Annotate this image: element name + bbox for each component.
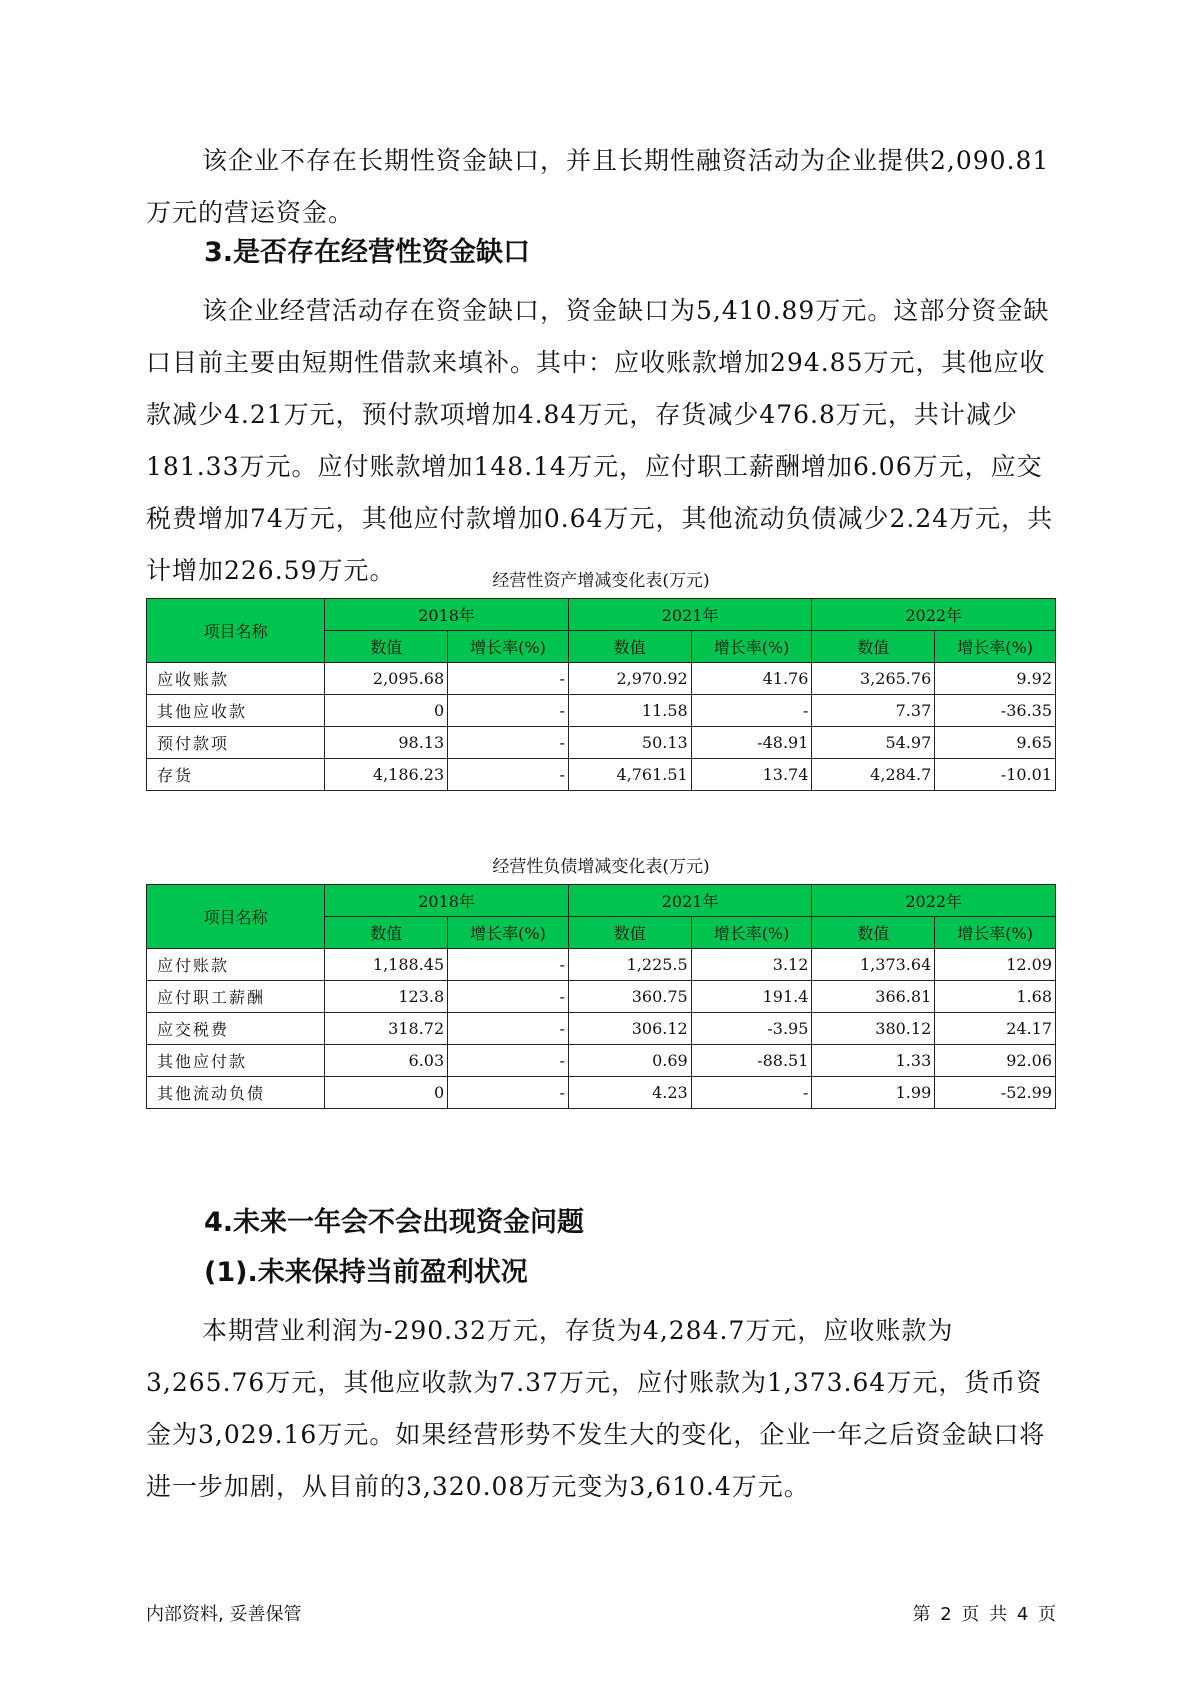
footer-page-number: 第 2 页 共 4 页 bbox=[912, 1604, 1056, 1625]
header-rate: 增长率(%) bbox=[448, 631, 569, 663]
row-name: 应付职工薪酬 bbox=[147, 981, 325, 1013]
paragraph-long-term-funding: 该企业不存在长期性资金缺口，并且长期性融资活动为企业提供2,090.81万元的营运资金。 bbox=[146, 146, 1050, 227]
footer-confidential-note: 内部资料, 妥善保管 bbox=[146, 1604, 302, 1625]
cell-rate: 9.65 bbox=[935, 727, 1056, 759]
table-operating-liabilities bbox=[146, 884, 1056, 1109]
header-value: 数值 bbox=[812, 631, 935, 663]
cell-rate: -88.51 bbox=[691, 1045, 812, 1077]
header-rate: 增长率(%) bbox=[935, 631, 1056, 663]
cell-rate: - bbox=[448, 981, 569, 1013]
paragraph-operating-gap: 该企业经营活动存在资金缺口，资金缺口为5,410.89万元。这部分资金缺口目前主要由短期性借款来填补。其中：应收账款增加294.85万元，其他应收款减少4.21万元，预付款项增加4.84万元，存货减少476.8万元，共计减少181.33万元。应付账款增加148.14万元，应付职工薪酬增加6.06万元，应交税费增加74万元，其他应付款增加0.64万元，其他流动负债减少2.24万元，共计增加226.59万元。 bbox=[146, 296, 1054, 585]
header-item-name: 项目名称 bbox=[147, 885, 325, 949]
cell-rate: - bbox=[691, 1077, 812, 1109]
header-value: 数值 bbox=[568, 917, 691, 949]
table-row bbox=[147, 1013, 1056, 1045]
row-name: 应付账款 bbox=[147, 949, 325, 981]
cell-value: 0.69 bbox=[568, 1045, 691, 1077]
cell-value: 6.03 bbox=[325, 1045, 448, 1077]
cell-rate: -52.99 bbox=[935, 1077, 1056, 1109]
header-rate: 增长率(%) bbox=[691, 631, 812, 663]
header-rate: 增长率(%) bbox=[935, 917, 1056, 949]
table-row bbox=[147, 663, 1056, 695]
header-year: 2022年 bbox=[812, 599, 1056, 631]
cell-rate: 41.76 bbox=[691, 663, 812, 695]
cell-value: 4,186.23 bbox=[325, 759, 448, 791]
cell-value: 1,373.64 bbox=[812, 949, 935, 981]
cell-rate: - bbox=[448, 695, 569, 727]
row-name: 应收账款 bbox=[147, 663, 325, 695]
cell-rate: - bbox=[448, 759, 569, 791]
cell-value: 306.12 bbox=[568, 1013, 691, 1045]
cell-rate: 24.17 bbox=[935, 1013, 1056, 1045]
row-name: 其他应付款 bbox=[147, 1045, 325, 1077]
cell-value: 2,970.92 bbox=[568, 663, 691, 695]
cell-rate: 12.09 bbox=[935, 949, 1056, 981]
cell-value: 366.81 bbox=[812, 981, 935, 1013]
header-rate: 增长率(%) bbox=[691, 917, 812, 949]
cell-rate: 1.68 bbox=[935, 981, 1056, 1013]
table-assets-caption: 经营性资产增减变化表(万元) bbox=[492, 571, 710, 591]
cell-rate: 3.12 bbox=[691, 949, 812, 981]
table-row bbox=[147, 727, 1056, 759]
cell-rate: 92.06 bbox=[935, 1045, 1056, 1077]
cell-value: 0 bbox=[325, 695, 448, 727]
cell-rate: -48.91 bbox=[691, 727, 812, 759]
table-row bbox=[147, 981, 1056, 1013]
row-name: 其他流动负债 bbox=[147, 1077, 325, 1109]
row-name: 预付款项 bbox=[147, 727, 325, 759]
header-year: 2021年 bbox=[568, 599, 812, 631]
header-year: 2021年 bbox=[568, 885, 812, 917]
cell-value: 1,188.45 bbox=[325, 949, 448, 981]
table-operating-assets bbox=[146, 598, 1056, 791]
cell-rate: - bbox=[448, 663, 569, 695]
cell-value: 1,225.5 bbox=[568, 949, 691, 981]
table-row bbox=[147, 949, 1056, 981]
cell-rate: - bbox=[448, 1077, 569, 1109]
heading-next-year-funding: 4.未来一年会不会出现资金问题 bbox=[204, 1207, 585, 1238]
cell-rate: 191.4 bbox=[691, 981, 812, 1013]
cell-value: 98.13 bbox=[325, 727, 448, 759]
header-value: 数值 bbox=[325, 917, 448, 949]
cell-value: 54.97 bbox=[812, 727, 935, 759]
cell-rate: - bbox=[448, 1013, 569, 1045]
cell-value: 4,761.51 bbox=[568, 759, 691, 791]
header-rate: 增长率(%) bbox=[448, 917, 569, 949]
row-name: 应交税费 bbox=[147, 1013, 325, 1045]
cell-value: 2,095.68 bbox=[325, 663, 448, 695]
cell-rate: -36.35 bbox=[935, 695, 1056, 727]
header-value: 数值 bbox=[568, 631, 691, 663]
cell-value: 4.23 bbox=[568, 1077, 691, 1109]
row-name: 存货 bbox=[147, 759, 325, 791]
header-year: 2018年 bbox=[325, 599, 569, 631]
cell-value: 123.8 bbox=[325, 981, 448, 1013]
cell-rate: - bbox=[448, 949, 569, 981]
cell-value: 7.37 bbox=[812, 695, 935, 727]
header-year: 2018年 bbox=[325, 885, 569, 917]
table-row bbox=[147, 1045, 1056, 1077]
cell-rate: - bbox=[448, 727, 569, 759]
header-item-name: 项目名称 bbox=[147, 599, 325, 663]
heading-operating-gap: 3.是否存在经营性资金缺口 bbox=[204, 237, 531, 268]
cell-rate: 13.74 bbox=[691, 759, 812, 791]
cell-value: 318.72 bbox=[325, 1013, 448, 1045]
cell-rate: -10.01 bbox=[935, 759, 1056, 791]
cell-rate: - bbox=[691, 695, 812, 727]
header-year: 2022年 bbox=[812, 885, 1056, 917]
header-value: 数值 bbox=[812, 917, 935, 949]
table-liabilities-caption: 经营性负债增减变化表(万元) bbox=[492, 857, 710, 877]
cell-rate: - bbox=[448, 1045, 569, 1077]
cell-rate: -3.95 bbox=[691, 1013, 812, 1045]
paragraph-profit-forecast: 本期营业利润为-290.32万元，存货为4,284.7万元，应收账款为3,265.76万元，其他应收款为7.37万元，应付账款为1,373.64万元，货币资金为3,029.16万元。如果经营形势不发生大的变化，企业一年之后资金缺口将进一步加剧，从目前的3,320.08万元变为3,610.4万元。 bbox=[146, 1316, 1046, 1501]
cell-value: 360.75 bbox=[568, 981, 691, 1013]
row-name: 其他应收款 bbox=[147, 695, 325, 727]
heading-keep-current-profit: (1).未来保持当前盈利状况 bbox=[204, 1257, 528, 1288]
cell-value: 50.13 bbox=[568, 727, 691, 759]
cell-value: 4,284.7 bbox=[812, 759, 935, 791]
cell-value: 11.58 bbox=[568, 695, 691, 727]
cell-value: 380.12 bbox=[812, 1013, 935, 1045]
table-row bbox=[147, 759, 1056, 791]
cell-value: 3,265.76 bbox=[812, 663, 935, 695]
table-row bbox=[147, 695, 1056, 727]
header-value: 数值 bbox=[325, 631, 448, 663]
cell-rate: 9.92 bbox=[935, 663, 1056, 695]
table-row bbox=[147, 1077, 1056, 1109]
cell-value: 1.99 bbox=[812, 1077, 935, 1109]
cell-value: 1.33 bbox=[812, 1045, 935, 1077]
cell-value: 0 bbox=[325, 1077, 448, 1109]
